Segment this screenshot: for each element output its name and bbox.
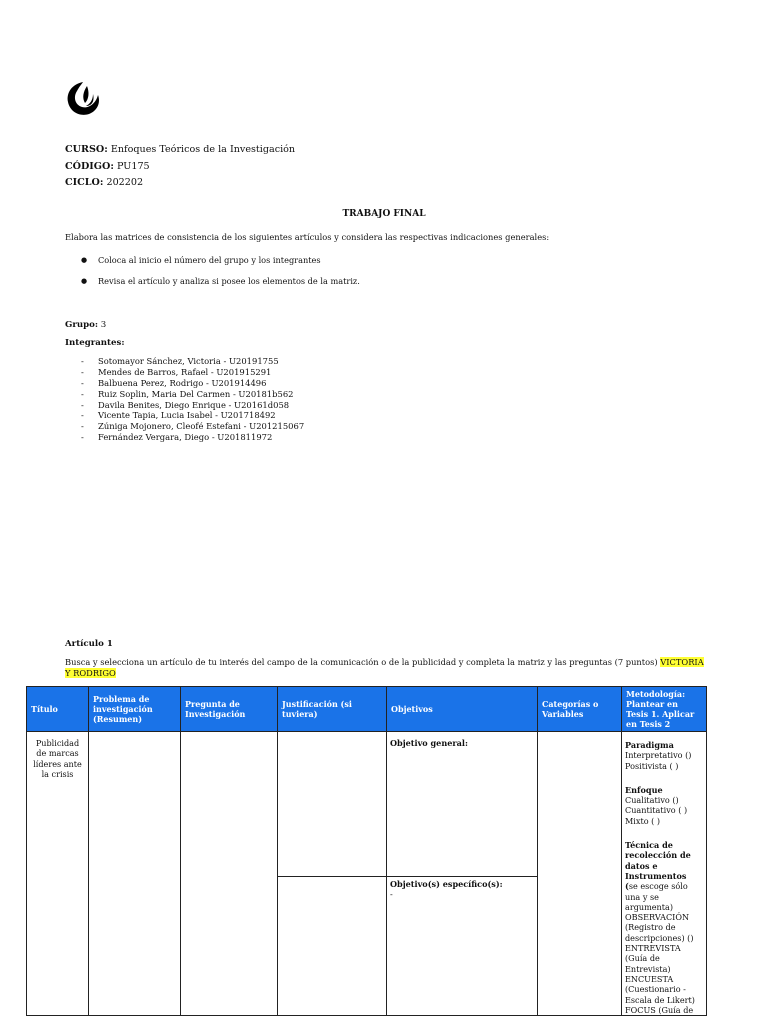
header-metodologia: Metodología: Plantear en Tesis 1. Aplicar en Tesis 2 xyxy=(622,687,707,732)
instruction-list xyxy=(65,255,715,297)
header-objetivos: Objetivos xyxy=(387,687,538,732)
intro-text: Elabora las matrices de consistencia de los siguientes artículos y considera las respectivas indicaciones generales: xyxy=(65,232,550,242)
header-categorias: Categorías o Variables xyxy=(538,687,622,732)
objetivos-especificos-label: Objetivo(s) específico(s): xyxy=(390,879,503,890)
tecnica-prefix: ( xyxy=(625,881,629,892)
tecnica-option: ENTREVISTA (Guía de Entrevista) xyxy=(625,943,681,974)
curso-value: Enfoques Teóricos de la Investigación xyxy=(110,144,296,155)
curso-line xyxy=(65,142,295,159)
header-justificacion: Justificación (si tuviera) xyxy=(278,687,387,732)
codigo-value: PU175 xyxy=(116,160,150,172)
header-titulo: Título xyxy=(27,687,89,732)
tecnica-option: OBSERVACIÓN (Registro de descripciones) () xyxy=(625,912,694,943)
article-instruction xyxy=(65,657,705,679)
problema-cell[interactable] xyxy=(89,732,181,1016)
group-line xyxy=(65,320,106,331)
group-value: 3 xyxy=(100,320,107,330)
consistency-matrix xyxy=(26,686,707,1016)
assigned-members-highlight: VICTORIA Y RODRIGO xyxy=(65,657,704,678)
metodologia-cell[interactable] xyxy=(622,732,707,1016)
member-item: - Balbuena Perez, Rodrigo - U201914496 xyxy=(81,378,481,389)
member-item: - Zúniga Mojonero, Cleofé Estefani - U201215067 xyxy=(81,421,481,432)
member-item: - Vicente Tapia, Lucia Isabel - U201718492 xyxy=(81,410,481,421)
pregunta-cell[interactable] xyxy=(181,732,278,1016)
ciclo-label: CICLO: xyxy=(65,177,104,188)
ciclo-value: 202202 xyxy=(106,177,144,188)
members-label: Integrantes: xyxy=(65,338,125,348)
course-info xyxy=(65,142,295,192)
members-list xyxy=(81,356,481,443)
tecnica-option: FOCUS (Guía de xyxy=(625,1004,694,1015)
justificacion-cell-lower[interactable] xyxy=(278,877,387,1016)
title-cell[interactable]: Publicidad de marcas líderes ante la crisis xyxy=(27,732,89,1016)
instruction-item: ● Revisa el artículo y analiza si posee los elementos de la matriz. xyxy=(65,276,715,297)
objetivo-general-cell[interactable] xyxy=(387,732,538,877)
objetivos-especificos-cell[interactable] xyxy=(387,877,538,1016)
member-item: - Sotomayor Sánchez, Victoria - U20191755 xyxy=(81,356,481,367)
categorias-cell[interactable] xyxy=(538,732,622,1016)
member-item: - Ruiz Soplin, Maria Del Carmen - U20181b562 xyxy=(81,389,481,400)
enfoque-option: Mixto ( ) xyxy=(625,815,661,826)
paradigma-option: Interpretativo () xyxy=(625,750,692,761)
university-logo xyxy=(62,78,104,118)
codigo-label: CÓDIGO: xyxy=(65,160,114,172)
member-item: - Davila Benites, Diego Enrique - U20161d058 xyxy=(81,400,481,411)
enfoque-option: Cuantitativo ( ) xyxy=(625,805,688,816)
matrix-header-row xyxy=(27,687,707,732)
objetivos-especificos-dash: - xyxy=(390,889,393,900)
objetivo-general-label: Objetivo general: xyxy=(390,738,468,748)
group-label: Grupo: xyxy=(65,320,99,330)
matrix-row xyxy=(27,732,707,877)
header-problema: Problema de investigación (Resumen) xyxy=(89,687,181,732)
enfoque-option: Cualitativo () xyxy=(625,795,679,806)
member-item: - Fernández Vergara, Diego - U201811972 xyxy=(81,432,481,443)
tecnica-label: Técnica de recolección de datos e Instrumentos xyxy=(625,840,691,881)
paradigma-label: Paradigma xyxy=(625,740,674,750)
article-instruction-text: Busca y selecciona un artículo de tu interés del campo de la comunicación o de la publicidad y completa la matriz y las preguntas (7 puntos) xyxy=(65,657,658,667)
tecnica-option: ENCUESTA (Cuestionario - Escala de Likert) xyxy=(625,973,695,1005)
article-heading: Artículo 1 xyxy=(65,639,113,649)
member-item: - Mendes de Barros, Rafael - U201915291 xyxy=(81,367,481,378)
header-pregunta: Pregunta de Investigación xyxy=(181,687,278,732)
enfoque-label: Enfoque xyxy=(625,784,663,795)
paradigma-option: Positivista ( ) xyxy=(625,760,679,771)
codigo-line xyxy=(65,159,295,176)
tecnica-note xyxy=(625,881,703,912)
justificacion-cell[interactable] xyxy=(278,732,387,877)
document-title: TRABAJO FINAL xyxy=(342,209,426,219)
curso-label: CURSO: xyxy=(65,144,108,155)
ciclo-line xyxy=(65,175,295,192)
tecnica-note-text: se escoge sólo una y se argumenta) xyxy=(625,881,688,912)
instruction-item: ● Coloca al inicio el número del grupo y los integrantes xyxy=(65,255,715,276)
